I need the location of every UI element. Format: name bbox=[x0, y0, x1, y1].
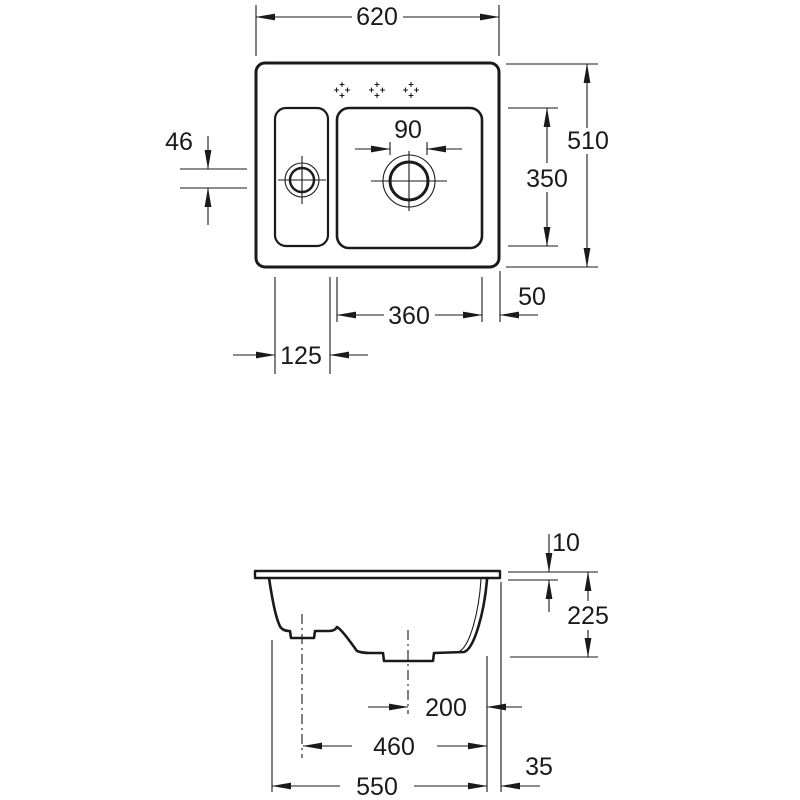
small-bowl-drain bbox=[278, 156, 326, 204]
dimension-label: 510 bbox=[567, 127, 609, 155]
top-view bbox=[165, 3, 609, 374]
dimension-50 bbox=[500, 271, 546, 322]
tap-hole-marker-icon bbox=[334, 82, 350, 98]
tap-hole-marker-icon bbox=[369, 82, 385, 98]
dimension-label: 46 bbox=[165, 128, 193, 156]
dimension-label: 350 bbox=[526, 165, 568, 193]
dimension-350 bbox=[508, 108, 568, 246]
dimension-35 bbox=[501, 753, 553, 786]
dimension-label: 550 bbox=[356, 773, 398, 800]
dimension-label: 360 bbox=[388, 302, 430, 330]
dimension-label: 50 bbox=[518, 283, 546, 311]
sink-rim-profile bbox=[255, 571, 500, 578]
dimension-200 bbox=[368, 694, 522, 722]
side-view bbox=[255, 529, 609, 800]
dimension-label: 460 bbox=[373, 733, 415, 761]
dimension-90 bbox=[355, 116, 462, 155]
tap-hole-marker-icon bbox=[403, 82, 419, 98]
main-bowl-drain bbox=[371, 151, 447, 211]
dimension-460 bbox=[303, 733, 487, 761]
dimension-label: 10 bbox=[552, 529, 580, 557]
dimension-label: 35 bbox=[525, 753, 553, 781]
dimension-10 bbox=[508, 529, 598, 612]
dimension-225 bbox=[510, 572, 609, 657]
dimension-label: 620 bbox=[356, 3, 398, 31]
dimension-46 bbox=[165, 128, 247, 225]
sink-inner-wall-line bbox=[460, 579, 481, 651]
dimension-label: 200 bbox=[425, 694, 467, 722]
dimension-label: 125 bbox=[280, 342, 322, 370]
dimension-label: 90 bbox=[394, 116, 422, 144]
dimension-label: 225 bbox=[567, 602, 609, 630]
dimension-125 bbox=[233, 277, 368, 374]
dimension-550 bbox=[272, 773, 487, 800]
dimension-620 bbox=[256, 3, 499, 56]
dimension-360 bbox=[337, 277, 482, 330]
